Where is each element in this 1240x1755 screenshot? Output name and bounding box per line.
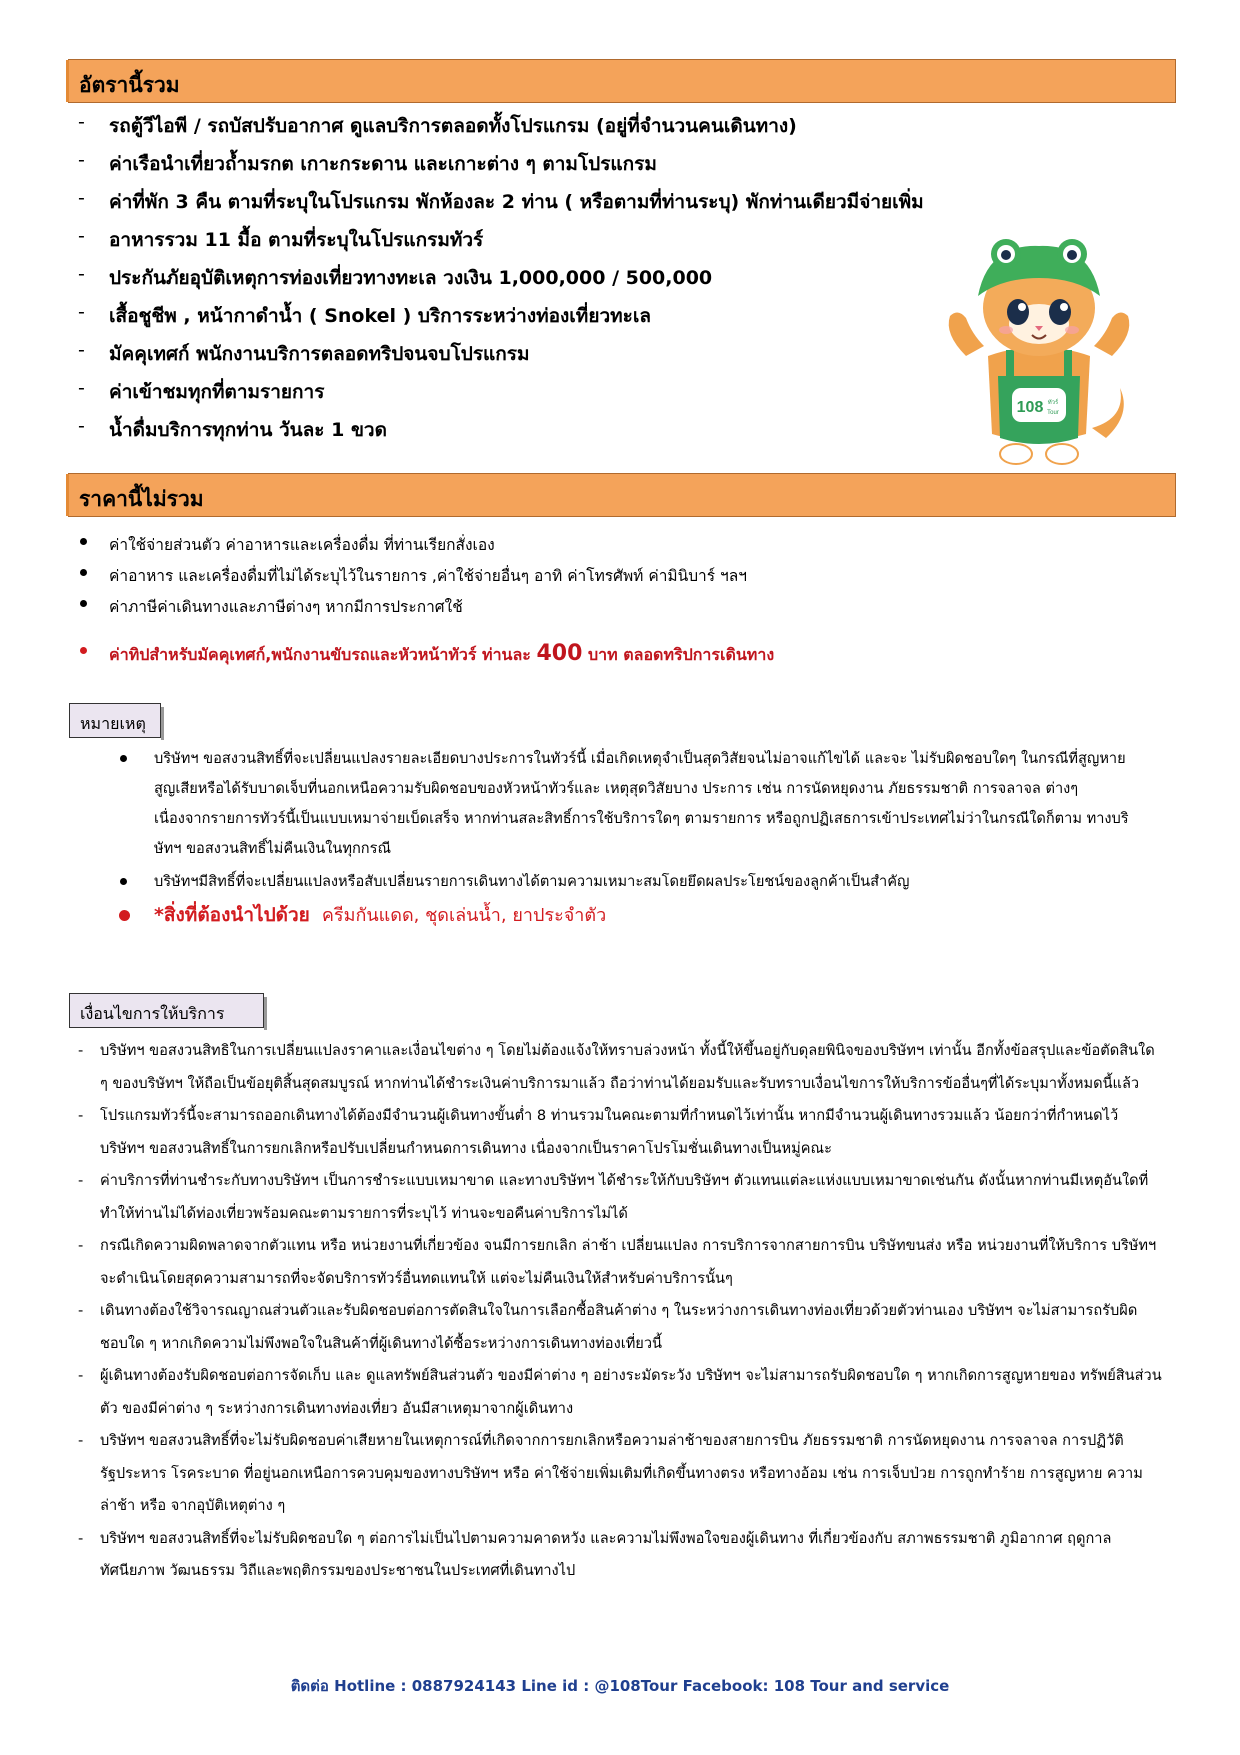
excluded-header [68,473,1176,517]
notes-label [69,703,161,738]
included-title: อัตรานี้รวม [79,73,180,97]
tip-amount: 400 [536,641,583,666]
mascot-right-arm [1094,312,1129,356]
included-item: - อาหารรวม 11 มื้อ ตามที่ระบุในโปรแกรมทัวร์ [78,225,484,251]
included-item: - น้ำดื่มบริการทุกท่าน วันละ 1 ขวด [78,415,387,441]
condition-item: - โปรแกรมทัวร์นี้จะสามารถออกเดินทางได้ต้องมีจำนวนผู้เดินทางขั้นต่ำ 8 ท่านรวมในคณะตามที่กำหนดไว้เท่านั้น หากมีจำนวนผู้เดินทางรวมแล้ว น้อยกว่าที่กำหนดไว้ บริษัทฯ ขอสงวนสิทธิ์ในการยกเลิกหรือปรับเปลี่ยนกำหนดการเดินทาง เนื่องจากเป็นราคาโปรโมชั่นเดินทางเป็นหมู่คณะ [78,1107,1119,1157]
excluded-item: ค่าอาหาร และเครื่องดื่มที่ไม่ได้ระบุไว้ในรายการ ,ค่าใช้จ่ายอื่นๆ อาทิ ค่าโทรศัพท์ ค่ามินิบาร์ ฯลฯ [78,563,1078,594]
included-list [78,111,938,453]
condition-item: - เดินทางต้องใช้วิจารณญาณส่วนตัวและรับผิดชอบต่อการตัดสินใจในการเลือกซื้อสินค้าต่าง ๆ ในระหว่างการเดินทางท่องเที่ยวด้วยตัวท่านเอง บริษัทฯ จะไม่สามารถรับผิดชอบใด ๆ หากเกิดความไม่พึงพอใจในสินค้าที่ผู้เดินทางได้ซื้อระหว่างการเดินทางท่องเที่ยวนี้ [78,1302,1138,1352]
included-item: - ค่าที่พัก 3 คืน ตามที่ระบุในโปรแกรม พักห้องละ 2 ท่าน ( หรือตามที่ท่านระบุ) พักท่านเดียวมีจ่ายเพิ่ม [78,187,924,213]
excluded-list [78,532,1078,672]
conditions-label [69,993,264,1028]
condition-item: - บริษัทฯ ขอสงวนสิทธิ์ที่จะไม่รับผิดชอบค่าเสียหายในเหตุการณ์ที่เกิดจากการยกเลิกหรือความล่าช้าของสายการบิน ภัยธรรมชาติ การนัดหยุดงาน การจลาจล การปฏิวัติ รัฐประหาร โรคระบาด ที่อยู่นอกเหนือการควบคุมของทางบริษัทฯ หรือ ค่าใช้จ่ายเพิ่มเติมที่เกิดขึ้นทางตรง หรือทางอ้อม เช่น การเจ็บป่วย การถูกทำร้าย การสูญหาย ความล่าช้า หรือ จากอุบัติเหตุต่าง ๆ [78,1432,1143,1514]
included-item: - ประกันภัยอุบัติเหตุการท่องเที่ยวทางทะเล วงเงิน 1,000,000 / 500,000 [78,263,713,289]
excluded-item: ค่าภาษีค่าเดินทางและภาษีต่างๆ หากมีการประกาศใช้ [78,594,1078,625]
condition-item: - ผู้เดินทางต้องรับผิดชอบต่อการจัดเก็บ และ ดูแลทรัพย์สินส่วนตัว ของมีค่าต่าง ๆ อย่างระมัดระวัง บริษัทฯ จะไม่สามารถรับผิดชอบใด ๆ หากเกิดการสูญหายของ ทรัพย์สินส่วนตัว ของมีค่าต่าง ๆ ระหว่างการเดินทางท่องเที่ยว อันมีสาเหตุมาจากผู้เดินทาง [78,1367,1162,1417]
bring-item: *สิ่งที่ต้องนำไปด้วย ครีมกันแดด, ชุดเล่นน้ำ, ยาประจำตัว [118,900,1138,931]
note-item: บริษัทฯมีสิทธิ์ที่จะเปลี่ยนแปลงหรือสับเปลี่ยนรายการเดินทางได้ตามความเหมาะสมโดยยึดผลประโยชน์ของลูกค้าเป็นสำคัญ [118,867,1138,897]
note-item: บริษัทฯ ขอสงวนสิทธิ์ที่จะเปลี่ยนแปลงรายละเอียดบางประการในทัวร์นี้ เมื่อเกิดเหตุจำเป็นสุดวิสัยจนไม่อาจแก้ไขได้ และจะ ไม่รับผิดชอบใดๆ ในกรณีที่สูญหาย สูญเสียหรือได้รับบาดเจ็บที่นอกเหนือความรับผิดชอบของหัวหน้าทัวร์และ เหตุสุดวิสัยบาง ประการ เช่น การนัดหยุดงาน ภัยธรรมชาติ การจลาจล ต่างๆ เนื่องจากรายการทัวร์นี้เป็นแบบเหมาจ่ายเบ็ดเสร็จ หากท่านสละสิทธิ์การใช้บริการใดๆ ตามรายการ หรือถูกปฏิเสธการเข้าประเทศไม่ว่าในกรณีใดก็ตาม ทางบริษัทฯ ขอสงวนสิทธิ์ไม่คืนเงินในทุกกรณี [118,744,1138,864]
condition-item: - กรณีเกิดความผิดพลาดจากตัวแทน หรือ หน่วยงานที่เกี่ยวข้อง จนมีการยกเลิก ล่าช้า เปลี่ยนแปลง การบริการจากสายการบิน บริษัทขนส่ง หรือ หน่วยงานที่ให้บริการ บริษัทฯ จะดำเนินโดยสุดความสามารถที่จะจัดบริการทัวร์อื่นทดแทนให้ แต่จะไม่คืนเงินให้สำหรับค่าบริการนั้นๆ [78,1237,1157,1287]
excluded-item: ค่าใช้จ่ายส่วนตัว ค่าอาหารและเครื่องดื่ม ที่ท่านเรียกสั่งเอง [78,532,1078,563]
included-header [68,59,1176,103]
condition-item: - บริษัทฯ ขอสงวนสิทธิในการเปลี่ยนแปลงราคาและเงื่อนไขต่าง ๆ โดยไม่ต้องแจ้งให้ทราบล่วงหน้า ทั้งนี้ให้ขึ้นอยู่กับดุลยพินิจของบริษัทฯ เท่านั้น อีกทั้งข้อสรุปและข้อตัดสินใด ๆ ของบริษัทฯ ให้ถือเป็นข้อยุติสิ้นสุดสมบูรณ์ หากท่านได้ชำระเงินค่าบริการมาแล้ว ถือว่าท่านได้ยอมรับและรับทราบเงื่อนไขการให้บริการข้ออื่นๆที่ได้ระบุมาทั้งหมดนี้แล้ว [78,1042,1155,1092]
contact-footer: ติดต่อ Hotline : 0887924143 Line id : @108Tour Facebook: 108 Tour and service [290,1677,950,1695]
condition-item: - ค่าบริการที่ท่านชำระกับทางบริษัทฯ เป็นการชำระแบบเหมาขาด และทางบริษัทฯ ได้ชำระให้กับบริษัทฯ ตัวแทนแต่ละแห่งแบบเหมาขาดเช่นกัน ดังนั้นหากท่านมีเหตุอันใดที่ทำให้ท่านไม่ได้ท่องเที่ยวพร้อมคณะตามรายการที่ระบุไว้ ท่านจะขอคืนค่าบริการไม่ได้ [78,1172,1149,1222]
tip-item: ค่าทิปสำหรับมัคคุเทศก์,พนักงานขับรถและหัวหน้าทัวร์ ท่านละ 400 บาท ตลอดทริปการเดินทาง [78,641,1078,672]
included-item: - เสื้อชูชีพ , หน้ากาดำน้ำ ( Snokel ) บริการระหว่างท่องเที่ยวทะเล [78,301,651,327]
condition-item: - บริษัทฯ ขอสงวนสิทธิ์ที่จะไม่รับผิดชอบใด ๆ ต่อการไม่เป็นไปตามความคาดหวัง และความไม่พึงพอใจของผู้เดินทาง ที่เกี่ยวข้องกับ สภาพธรรมชาติ ภูมิอากาศ ฤดูกาล ทัศนียภาพ วัฒนธรรม วิถีและพฤติกรรมของประชาชนในประเทศที่เดินทางไป [78,1529,1112,1579]
included-item: - มัคคุเทศก์ พนักงานบริการตลอดทริปจนจบโปรแกรม [78,339,530,365]
included-item: - ค่าเข้าชมทุกที่ตามรายการ [78,377,325,403]
conditions-title: เงื่อนไขการให้บริการ [80,1004,225,1023]
included-item: - ค่าเรือนำเที่ยวถ้ำมรกต เกาะกระดาน และเกาะต่าง ๆ ตามโปรแกรม [78,149,657,175]
included-item: - รถตู้วีไอพี / รถบัสปรับอากาศ ดูแลบริการตลอดทั้งโปรแกรม (อยู่ที่จำนวนคนเดินทาง) [78,111,797,137]
notes-list [118,744,1138,934]
cat-mascot-illustration [936,238,1142,470]
notes-title: หมายเหตุ [80,714,146,733]
conditions-list [78,1035,1163,1588]
excluded-title: ราคานี้ไม่รวม [79,487,204,511]
badge-thai: ทัวร์ [1047,399,1059,406]
mascot-left-arm [949,312,984,356]
badge-en: Tour [1047,410,1059,416]
badge-number: 108 [1016,399,1044,416]
